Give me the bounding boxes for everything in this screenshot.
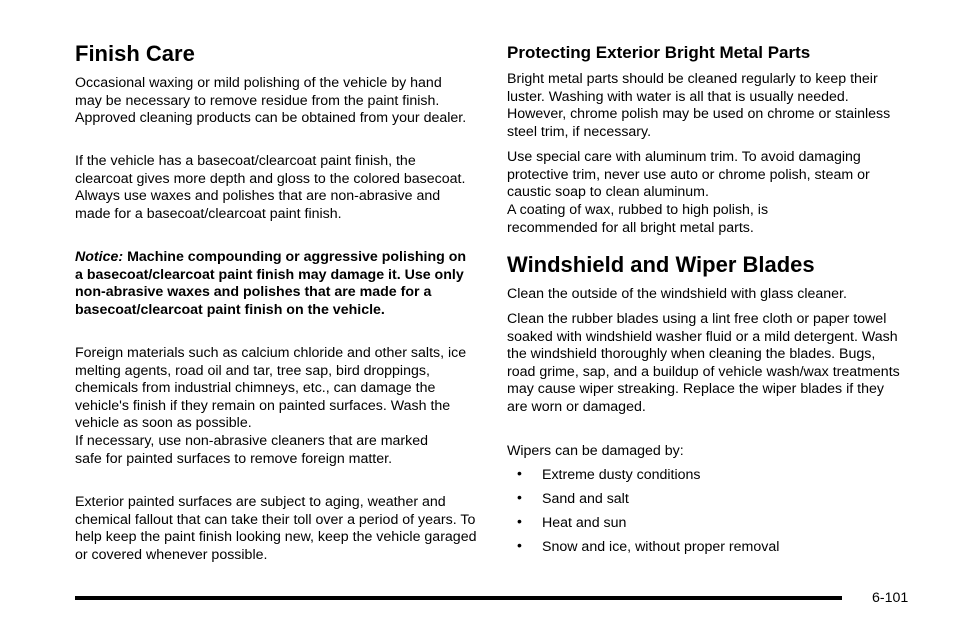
paragraph: If necessary, use non-abrasive cleaners that are marked safe for painted surfaces to remove foreign matter. xyxy=(75,433,429,467)
paragraph: Use special care with aluminum trim. To avoid damaging protective trim, never use auto or chrome polish, steam or caustic soap to clean aluminum. xyxy=(507,149,870,201)
list-item-text: Heat and sun xyxy=(542,514,627,531)
paragraph: Foreign materials such as calcium chloride and other salts, ice melting agents, road oil and tar, tree sap, bird droppings, chemicals from industrial chimneys, etc., can damage the vehicle's finish if they remain on painted surfaces. Wash the vehicle as soon as possible. xyxy=(75,345,467,432)
list-item xyxy=(507,488,907,509)
bullet-list xyxy=(507,467,907,563)
paragraph: A coating of wax, rubbed to high polish, is recommended for all bright metal parts. xyxy=(507,202,769,236)
paragraph: If the vehicle has a basecoat/clearcoat paint finish, the clearcoat gives more depth and gloss to the colored basecoat. Always use waxes and polishes that are non-abrasive and made for a basecoat/clearcoat paint finish. xyxy=(75,153,466,222)
section-title-finish-care: Finish Care xyxy=(75,41,195,66)
paragraph: Exterior painted surfaces are subject to aging, weather and chemical fallout that can take their toll over a period of years. To help keep the paint finish looking new, keep the vehicle garaged or covered whenever possible. xyxy=(75,494,477,563)
section-title-windshield: Windshield and Wiper Blades xyxy=(507,252,815,277)
bullet-icon: • xyxy=(517,465,522,481)
bullet-icon: • xyxy=(517,536,522,553)
list-item-text: Snow and ice, without proper removal xyxy=(542,538,780,555)
notice-paragraph xyxy=(75,249,470,319)
subsection-title-bright-metal: Protecting Exterior Bright Metal Parts xyxy=(507,43,811,62)
notice-text: Machine compounding or aggressive polishing on a basecoat/clearcoat paint finish may damage it. Use only non-abrasive waxes and polishes that are made for a basecoat/clearcoat paint finish on the vehicle. xyxy=(75,249,467,318)
list-item xyxy=(507,467,907,485)
page-number: 6-101 xyxy=(872,590,909,606)
list-item-text: Extreme dusty conditions xyxy=(542,467,701,483)
footer-rule xyxy=(75,596,842,600)
paragraph: Wipers can be damaged by: xyxy=(507,443,684,459)
paragraph: Occasional waxing or mild polishing of the vehicle by hand may be necessary to remove residue from the paint finish. Approved cleaning products can be obtained from your dealer. xyxy=(75,75,467,127)
list-item xyxy=(507,536,907,557)
bullet-icon: • xyxy=(517,512,522,529)
paragraph: Bright metal parts should be cleaned regularly to keep their luster. Washing with water is all that is usually needed. However, chrome polish may be used on chrome or stainless steel trim, if necessary. xyxy=(507,71,891,140)
list-item xyxy=(507,512,907,533)
paragraph: Clean the rubber blades using a lint free cloth or paper towel soaked with windshield washer fluid or a mild detergent. Wash the windshield thoroughly when cleaning the blades. Bugs, road grime, sap, and a buildup of vehicle wash/wax treatments may cause wiper streaking. Replace the wiper blades if they are worn or damaged. xyxy=(507,311,900,415)
bullet-icon: • xyxy=(517,488,522,505)
paragraph: Clean the outside of the windshield with glass cleaner. xyxy=(507,286,847,302)
notice-label: Notice: xyxy=(75,249,124,265)
list-item-text: Sand and salt xyxy=(542,490,629,507)
